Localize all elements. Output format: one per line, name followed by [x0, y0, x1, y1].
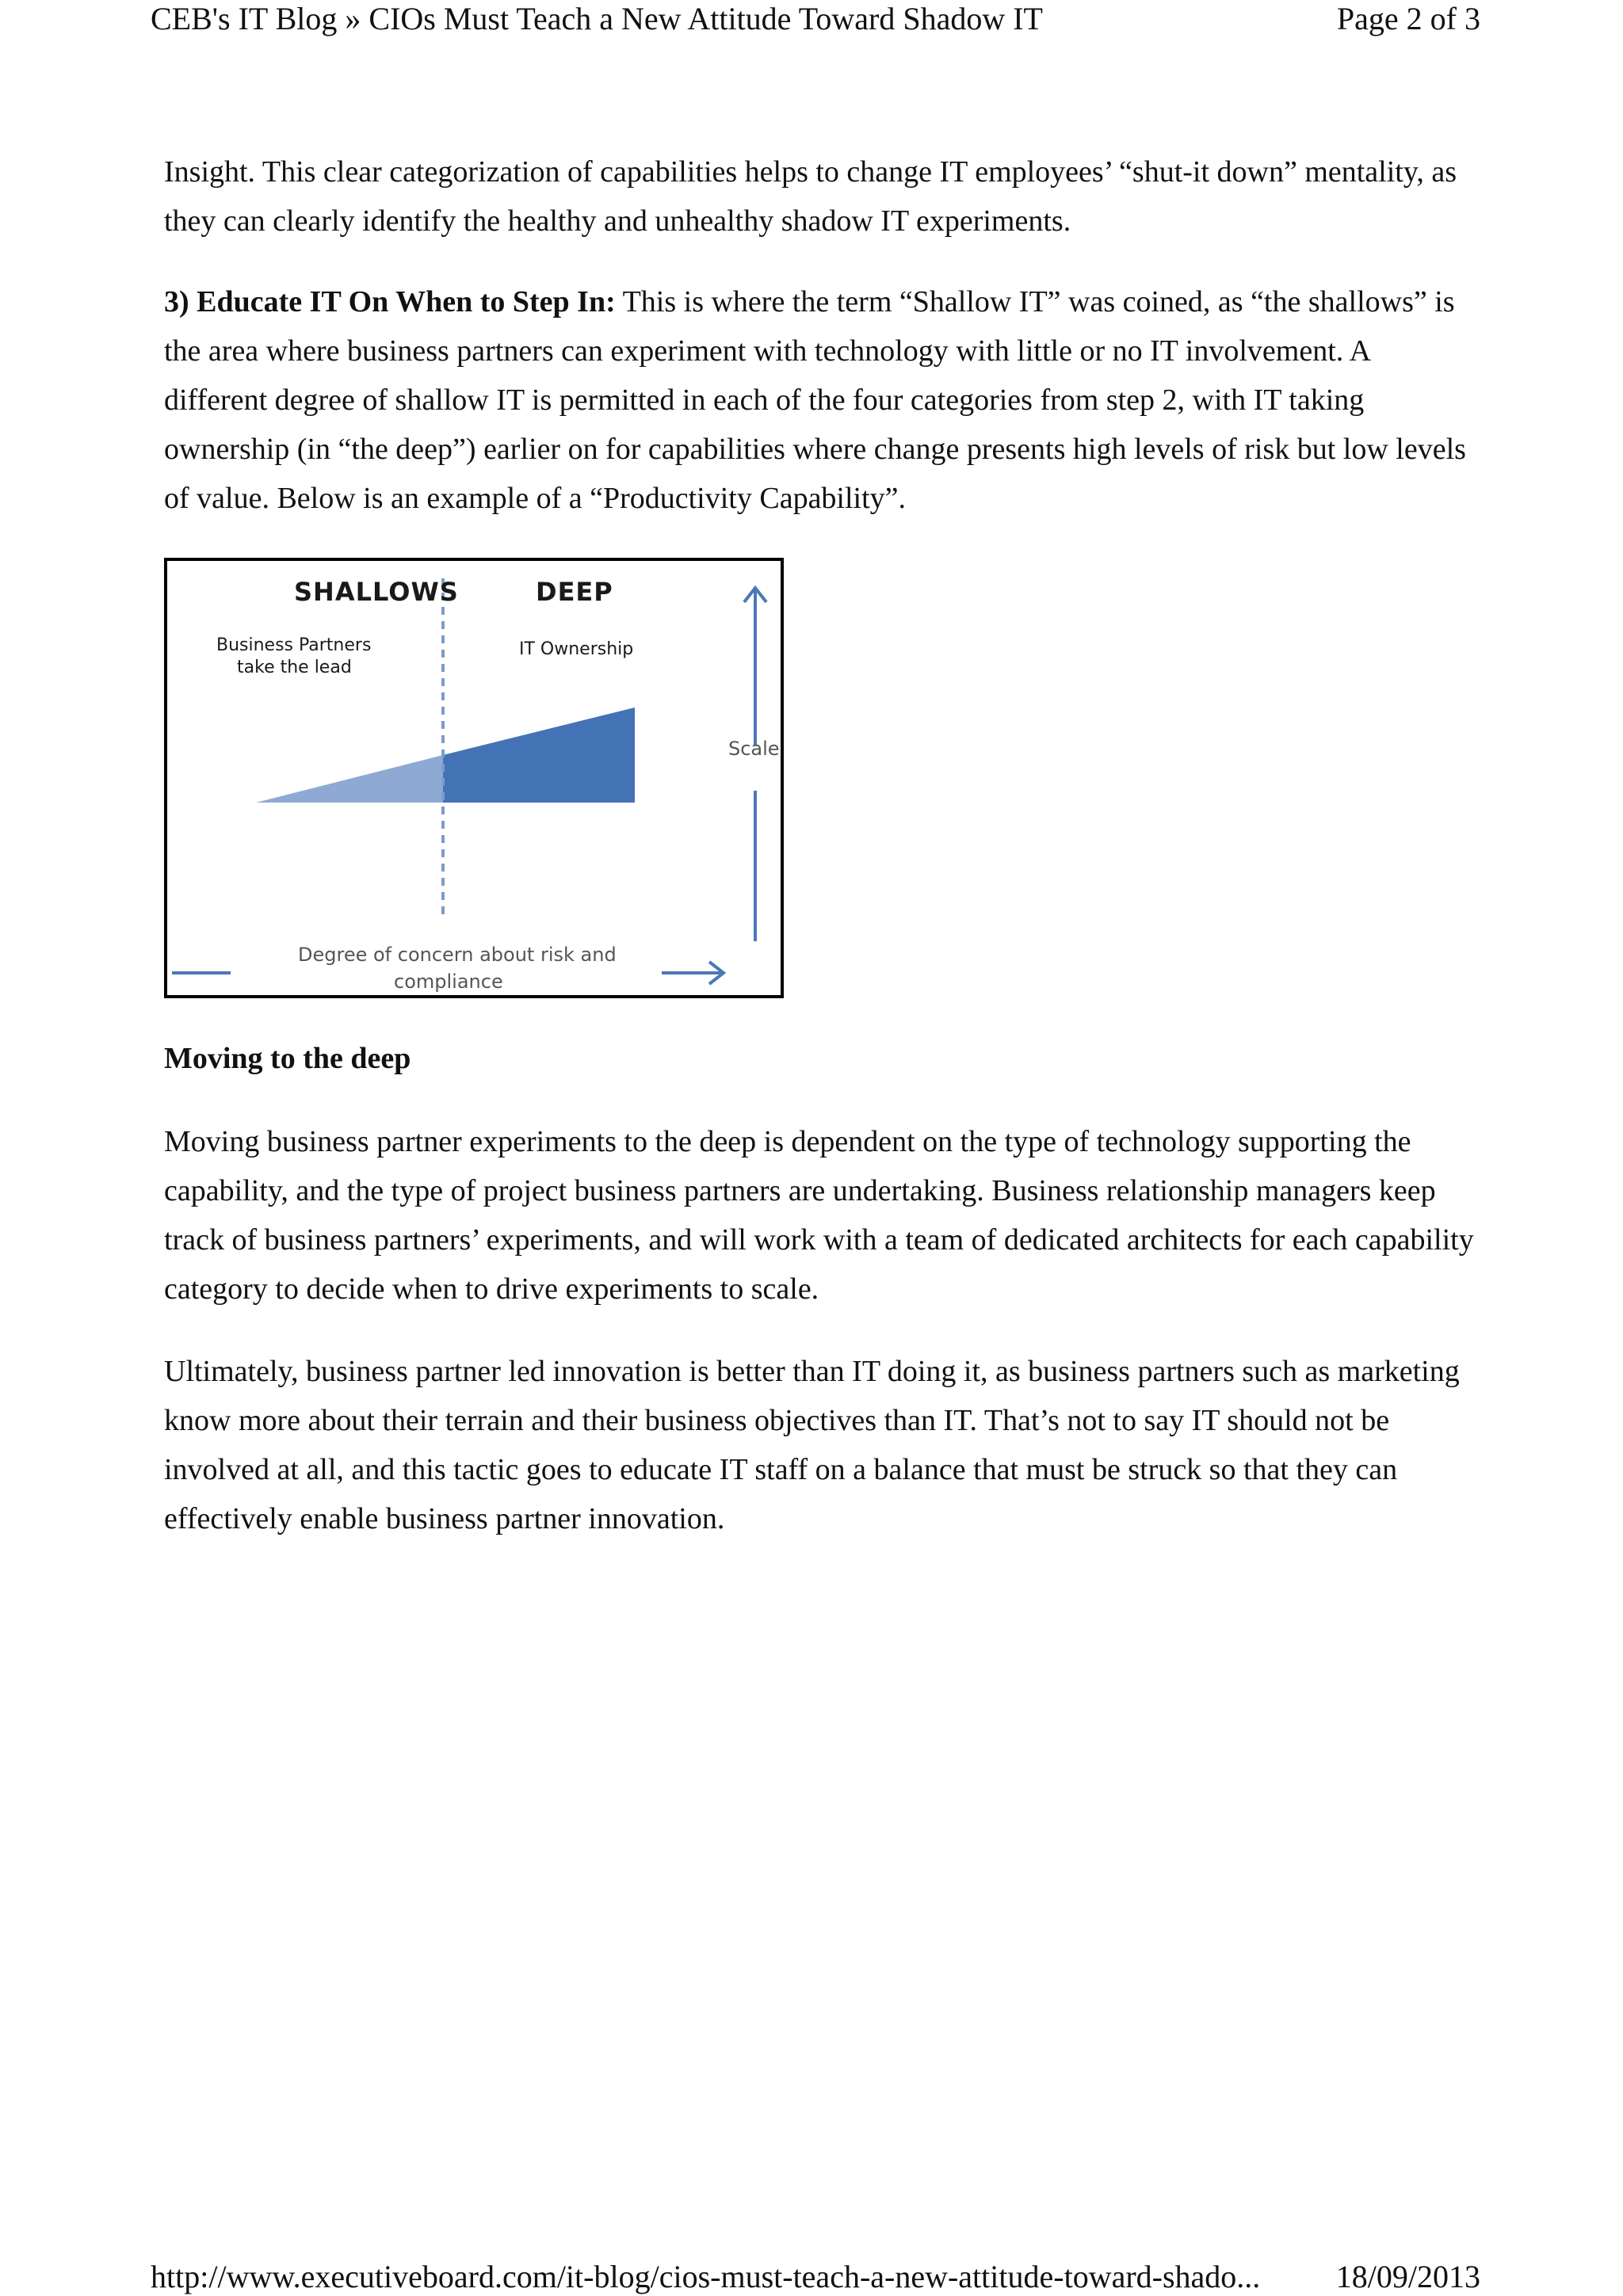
diagram-canvas	[167, 561, 781, 995]
deep-sublabel: IT Ownership	[519, 639, 634, 659]
footer-url: http://www.executiveboard.com/it-blog/cios-must-teach-a-new-attitude-toward-shado...	[151, 2259, 1261, 2294]
x-axis-label-2: compliance	[394, 971, 503, 993]
shallows-sublabel-1: Business Partners	[216, 635, 372, 655]
paragraph-insight: Insight. This clear categorization of capabilities helps to change IT employees’ “shut-it down” mentality, as they can clearly identify the healthy and unhealthy shadow IT experiments.	[164, 155, 1457, 238]
paragraph-ultimately: Ultimately, business partner led innovation is better than IT doing it, as business partners such as marketing know more about their terrain and their business objectives than IT. That’s not to say IT should not be involved at all, and this tactic goes to educate IT staff on a balance that must be struck so that they can effectively enable business partner innovation.	[164, 1355, 1460, 1535]
section-heading-moving-to-the-deep: Moving to the deep	[164, 1042, 411, 1075]
page-number: Page 2 of 3	[1336, 1, 1480, 36]
shallows-wedge	[256, 755, 443, 803]
footer-date: 18/09/2013	[1335, 2259, 1480, 2294]
header-title: CEB's IT Blog » CIOs Must Teach a New Attitude Toward Shadow IT	[151, 1, 1043, 36]
shallow-deep-diagram	[164, 558, 784, 998]
step-3-heading: 3) Educate IT On When to Step In:	[164, 285, 616, 318]
shallows-sublabel-2: take the lead	[237, 658, 352, 677]
step-3-text: This is where the term “Shallow IT” was coined, as “the shallows” is the area where business partners can experiment with technology with little or no IT involvement. A different degree of shallow IT is permitted in each of the four categories from step 2, with IT taking ownership (in “the deep”) earlier on for capabilities where change presents high levels of risk but low levels of value. Below is an example of a “Productivity Capability”.	[164, 285, 1466, 515]
deep-label: DEEP	[536, 577, 613, 607]
deep-wedge	[443, 707, 635, 803]
paragraph-educate	[164, 277, 1480, 523]
section-body	[164, 1117, 1480, 1543]
paragraph-moving: Moving business partner experiments to the deep is dependent on the type of technology supporting the capability, and the type of project business partners are undertaking. Business relationship managers keep track of business partners’ experiments, and will work with a team of dedicated architects for each capability category to decide when to drive experiments to scale.	[164, 1125, 1474, 1306]
article-body	[164, 147, 1480, 523]
x-axis-label-1: Degree of concern about risk and	[298, 944, 617, 966]
scale-label: Scale	[728, 738, 780, 760]
shallows-label: SHALLOWS	[294, 577, 459, 607]
